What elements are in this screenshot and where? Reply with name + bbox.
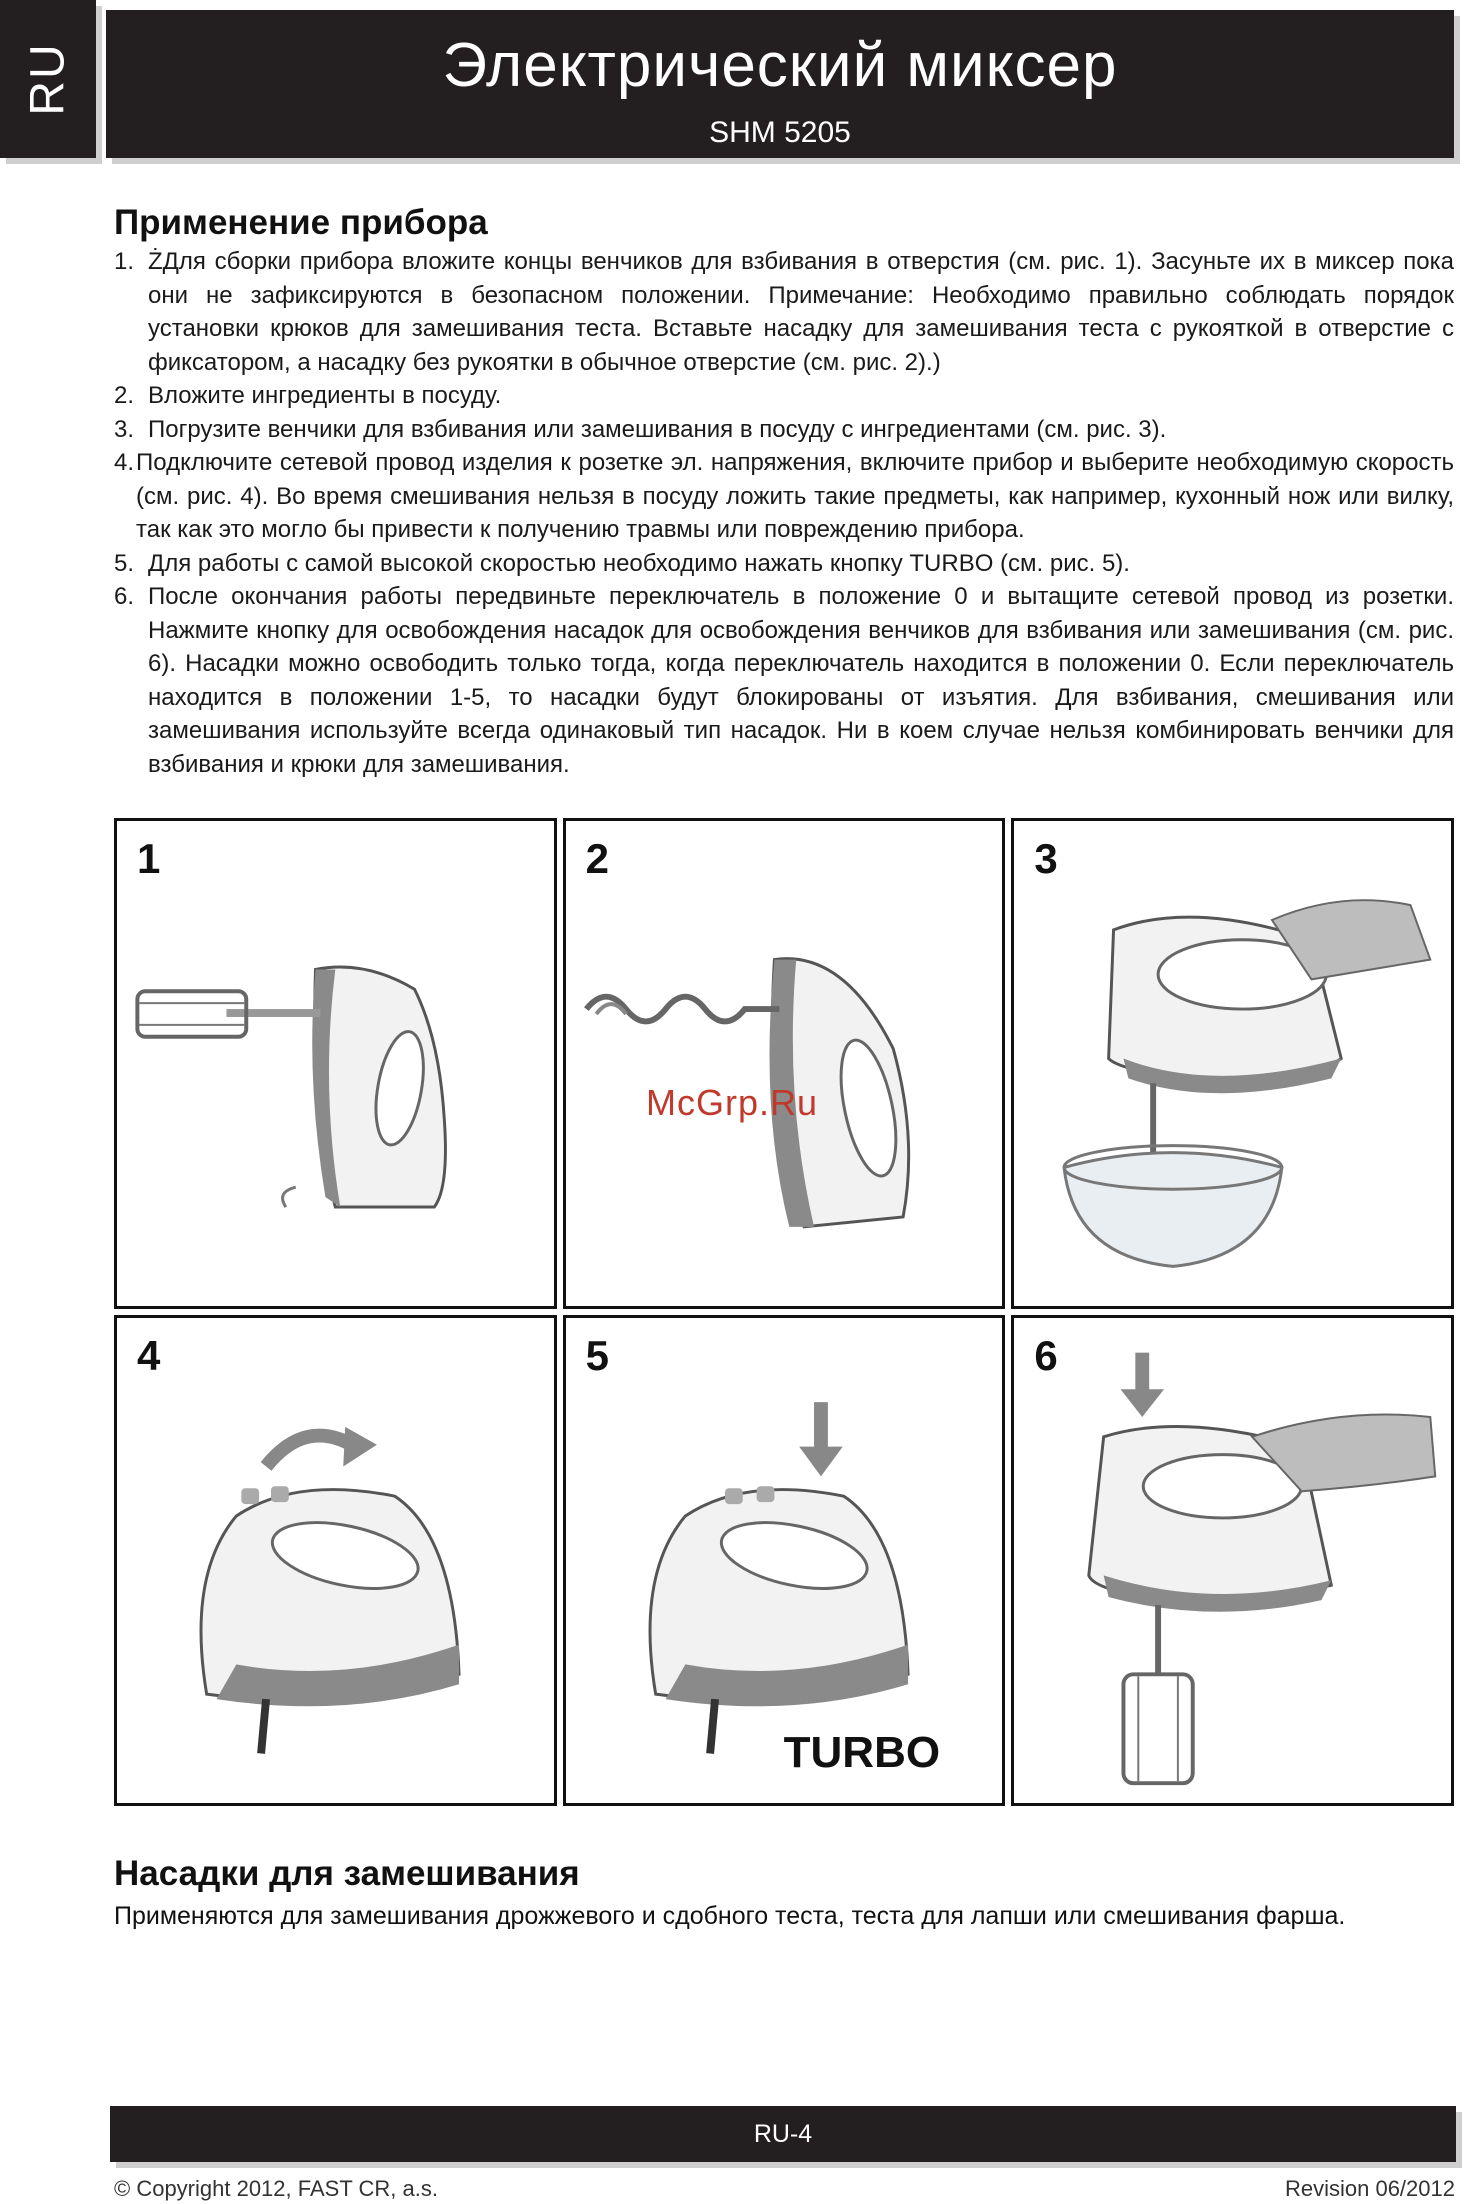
figure-number: 3 [1034,835,1058,882]
instruction-list [114,245,1454,781]
release-attachments-illustration [1014,1318,1451,1803]
instruction-item: 5. Для работы с самой высокой скоростью необходимо нажать кнопку TURBO (см. рис. 5). [114,549,1130,577]
figure-4 [114,1315,557,1806]
figure-grid [114,818,1454,1806]
document-title: Электрический миксер [442,31,1118,100]
instruction-item: 2. Вложите ингредиенты в посуду. [114,382,502,409]
model-number: SHM 5205 [709,116,851,149]
speed-selection-illustration [117,1318,554,1803]
figure-1 [114,818,557,1309]
instruction-item: 4. Подключите сетевой провод изделия к розетке эл. напряжения, включите прибор и выберите необходимую скорость (см. рис. 4). Во время смешивания нельзя в посуду ложить такие предметы, как например, кухонный нож или вилку, так как это могло бы привести к получению травмы или повреждению прибора. [114,449,1454,543]
copyright: © Copyright 2012, FAST CR, a.s. [114,2176,438,2201]
footer-bar [110,2106,1456,2162]
page-header [106,10,1454,158]
instruction-item: 1. ŻДля сборки прибора вложите концы венчиков для взбивания в отверстия (см. рис. 1). Засуньте их в миксер пока они не зафиксируются в безопасном положении. Примечание: Необходимо правильно соблюдать порядок установки крюков для замешивания теста. Вставьте насадку для замешивания теста с рукояткой в отверстие с фиксатором, а насадку без рукоятки в обычное отверстие (см. рис. 2).) [114,248,1454,376]
language-code: RU [21,42,75,116]
watermark: McGrp.Ru [646,1082,819,1123]
mixer-beaters-illustration [117,821,554,1306]
figure-number: 1 [137,835,161,882]
dough-hooks-text: Применяются для замешивания дрожжевого и сдобного теста, теста для лапши или смешивания фарша. [114,1902,1346,1930]
dough-hooks-heading: Насадки для замешивания [114,1854,580,1893]
figure-number: 5 [585,1332,610,1379]
figure-number: 2 [585,835,610,882]
figure-6 [1011,1315,1454,1806]
figure-2 [563,818,1006,1309]
mixing-in-bowl-illustration [1014,821,1451,1306]
language-tab [0,0,96,158]
figure-number: 6 [1034,1332,1058,1379]
instruction-item: 3. Погрузите венчики для взбивания или замешивания в посуду с ингредиентами (см. рис. 3). [114,415,1167,443]
figure-3 [1011,818,1454,1309]
turbo-label: TURBO [783,1728,941,1777]
page-number: RU-4 [753,2120,813,2148]
figure-number: 4 [137,1332,161,1379]
instruction-item: 6. После окончания работы передвиньте переключатель в положение 0 и вытащите сетевой провод из розетки. Нажмите кнопку для освобождения насадок для освобождения венчиков для взбивания или замешивания (см. рис. 6). Насадки можно освободить только тогда, когда переключатель находится в положении 0. Если переключатель находится в положении 1-5, то насадки будут блокированы от изъятия. Для взбивания, смешивания или замешивания используйте всегда одинаковый тип насадок. Ни в коем случае нельзя комбинировать венчики для взбивания и крюки для замешивания. [114,583,1454,778]
mixer-dough-hooks-illustration [566,821,1003,1306]
usage-heading: Применение прибора [114,203,488,242]
figure-5 [563,1315,1006,1806]
revision: Revision 06/2012 [1284,2176,1455,2201]
